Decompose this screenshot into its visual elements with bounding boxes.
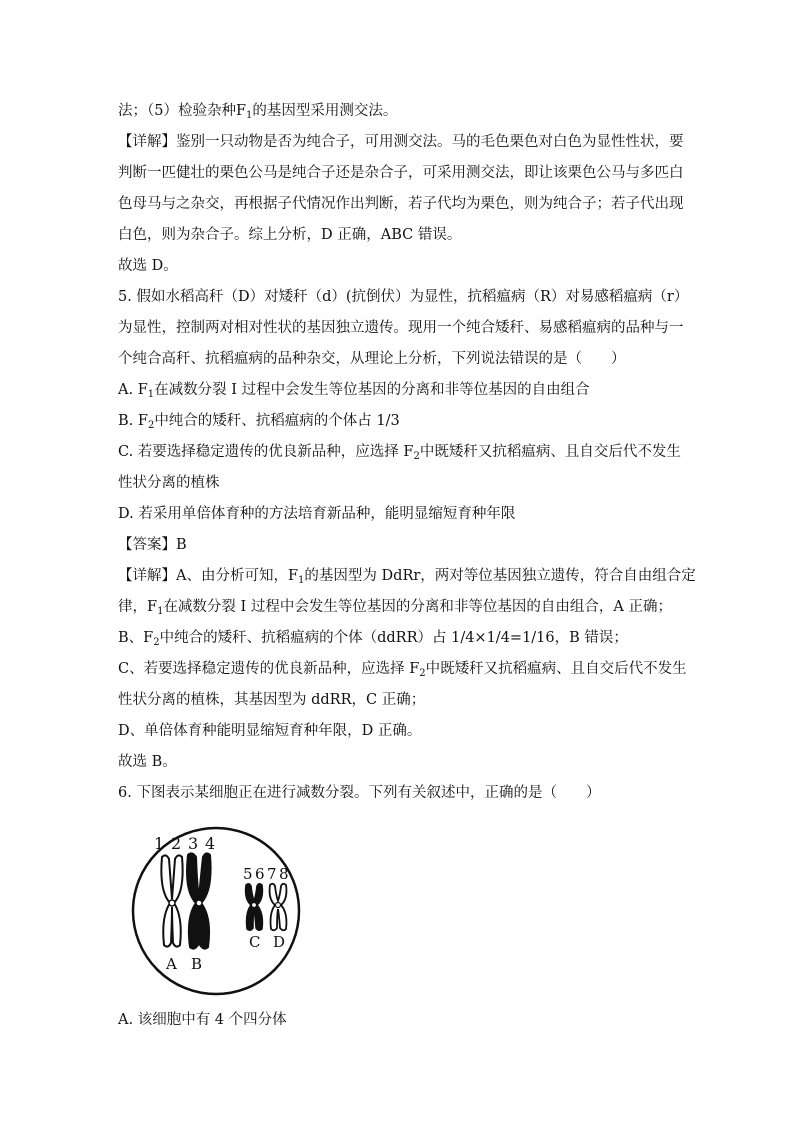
label-b: B	[191, 955, 203, 973]
answer-line	[118, 530, 678, 561]
cell-diagram	[126, 819, 326, 999]
label-a: A	[166, 955, 177, 973]
text-line: 色母马与之杂交，再根据子代情况作出判断，若子代均为栗色，则为纯合子；若子代出现	[118, 196, 684, 212]
question-5-line: 为显性，控制两对相对性状的基因独立遗传。现用一个纯合矮秆、易感稻瘟病的品种与一	[118, 320, 684, 336]
text: 的基因型采用测交法。	[252, 103, 398, 119]
question-6-option-a: A. 该细胞中有 4 个四分体	[118, 1012, 287, 1028]
subscript: 2	[153, 637, 160, 648]
chromosome-b	[187, 853, 211, 948]
detail-tag: 【详解】	[118, 134, 176, 150]
text: 的基因型为 DdRr，两对等位基因独立遗传，符合自由组合定	[304, 568, 696, 584]
chromatid-number-1: 1	[154, 834, 165, 853]
detail-line	[118, 592, 678, 623]
text: 中既矮秆又抗稻瘟病、且自交后代不发生	[419, 444, 681, 460]
text: 鉴别一只动物是否为纯合子，可用测交法。马的毛色栗色对白色为显性性状，要	[176, 134, 684, 150]
centromere-c	[252, 903, 257, 908]
question-5-line: 个纯合高秆、抗稻瘟病的品种杂交，从理论上分析，下列说法错误的是（ ）	[118, 351, 626, 367]
document-page	[118, 96, 696, 1036]
text-line	[118, 96, 678, 127]
detail-line: D、单倍体育种能明显缩短育种年限，D 正确。	[118, 723, 422, 739]
text-line: 白色，则为杂合子。综上分析，D 正确，ABC 错误。	[118, 227, 462, 243]
subscript: 2	[147, 420, 155, 431]
option-c-cont: 性状分离的植株	[118, 475, 220, 491]
text: 在减数分裂 I 过程中会发生等位基因的分离和非等位基因的自由组合，A 正确；	[163, 599, 672, 615]
label-c: C	[249, 933, 261, 951]
subscript: 2	[413, 451, 420, 462]
chromosome-d	[270, 884, 287, 931]
detail-line: 故选 B。	[118, 754, 177, 770]
text: 中既矮秆又抗稻瘟病、且自交后代不发生	[425, 661, 687, 677]
question-5-line: 5. 假如水稻高秆（D）对矮秆（d）(抗倒伏）为显性，抗稻瘟病（R）对易感稻瘟病（r）	[118, 289, 689, 305]
detail-line: 性状分离的植株，其基因型为 ddRR，C 正确；	[118, 692, 426, 708]
subscript: 1	[246, 110, 253, 121]
text: 律，F	[118, 599, 158, 615]
chromatid-number-2: 2	[171, 834, 182, 853]
chromatid-number-4: 4	[205, 834, 216, 853]
text: 在减数分裂 I 过程中会发生等位基因的分离和非等位基因的自由组合	[154, 382, 590, 398]
detail-line	[118, 654, 687, 685]
chromatid-number-7: 7	[267, 865, 277, 883]
text-line: 故选 D。	[118, 258, 178, 274]
text: 中纯合的矮秆、抗稻瘟病的个体（ddRR）占 1/4×1/4=1/16，B 错误；	[159, 630, 628, 646]
subscript: 1	[147, 389, 155, 400]
text-line	[118, 127, 684, 158]
text: C. 若要选择稳定遗传的优良新品种，应选择 F	[118, 444, 414, 460]
answer-tag: 【答案】	[118, 537, 176, 553]
subscript: 1	[157, 606, 164, 617]
option-b	[118, 406, 678, 437]
chromosome-c	[246, 884, 263, 931]
centromere-d	[276, 903, 281, 908]
chromosome-a	[161, 855, 182, 946]
text: A. F	[118, 382, 148, 398]
answer-value: B	[176, 537, 187, 553]
text: B、F	[118, 630, 154, 646]
chromatid-number-3: 3	[188, 834, 199, 853]
subscript: 2	[419, 668, 426, 679]
text: B. F	[118, 413, 148, 429]
detail-line	[118, 623, 678, 654]
question-6-line: 6. 下图表示某细胞正在进行减数分裂。下列有关叙述中，正确的是（ ）	[118, 785, 601, 801]
label-d: D	[273, 933, 286, 951]
centromere-a	[169, 900, 175, 906]
option-d: D. 若采用单倍体育种的方法培育新品种，能明显缩短育种年限	[118, 506, 516, 522]
option-c	[118, 437, 681, 468]
option-a	[118, 375, 678, 406]
detail-tag: 【详解】	[118, 568, 176, 584]
subscript: 1	[298, 575, 305, 586]
detail-line	[118, 561, 696, 592]
meiosis-cell-figure	[118, 819, 678, 999]
text-line: 判断一匹健壮的栗色公马是纯合子还是杂合子，可采用测交法，即让该栗色公马与多匹白	[118, 165, 684, 181]
chromatid-number-6: 6	[255, 865, 265, 883]
chromatid-number-5: 5	[243, 865, 253, 883]
text: C、若要选择稳定遗传的优良新品种，应选择 F	[118, 661, 420, 677]
text: A、由分析可知，F	[176, 568, 299, 584]
text: 中纯合的矮秆、抗稻瘟病的个体占 1/3	[154, 413, 400, 429]
text: 法；（5）检验杂种F	[118, 103, 247, 119]
centromere-b	[196, 900, 202, 906]
chromatid-number-8: 8	[279, 865, 289, 883]
